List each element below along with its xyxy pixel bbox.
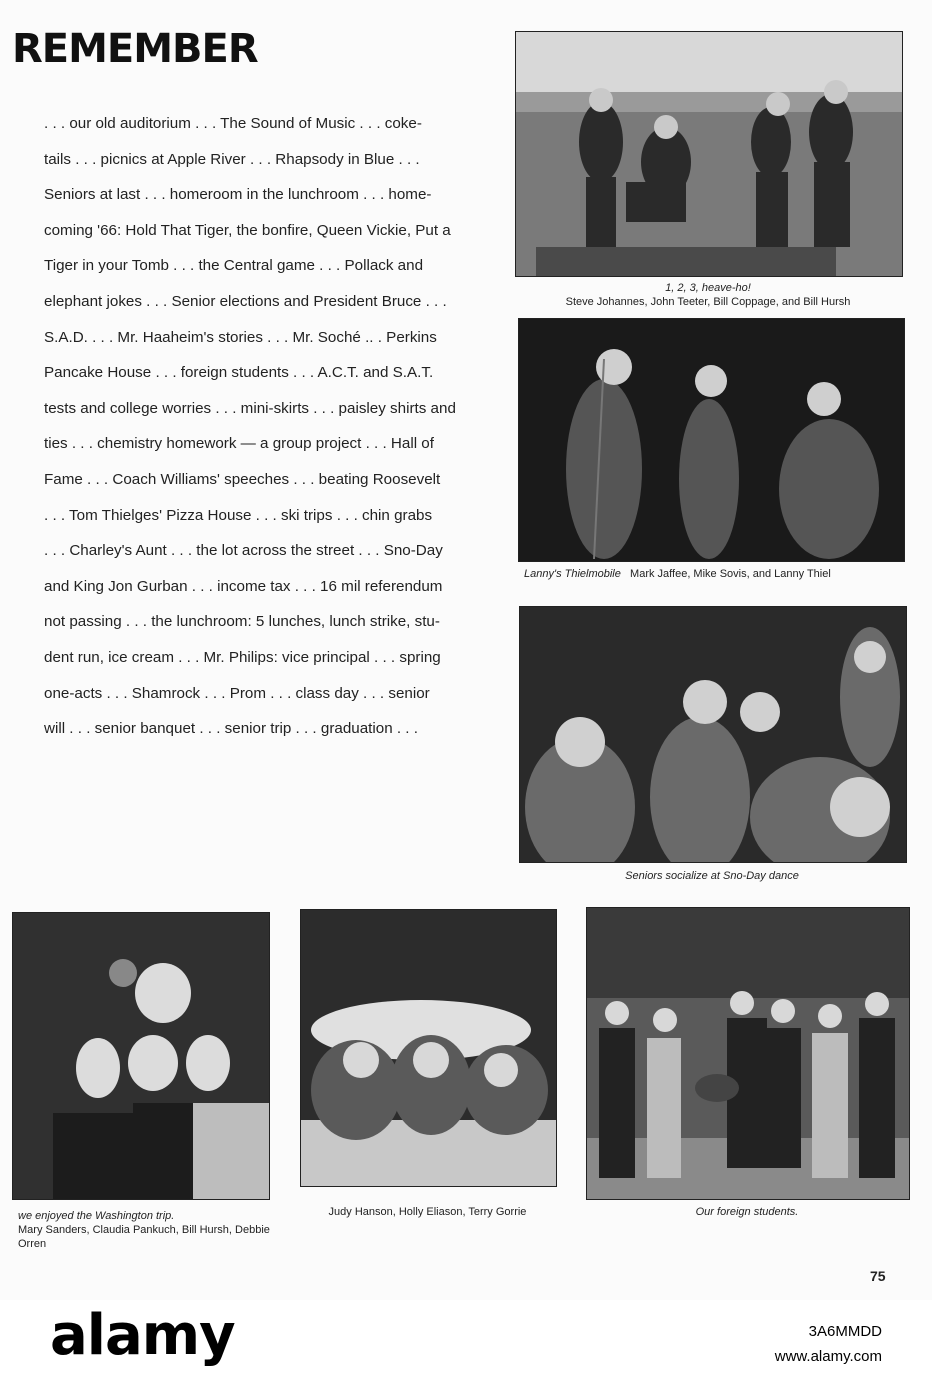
page-title: REMEMBER [12,26,258,72]
caption-text: Mark Jaffee, Mike Sovis, and Lanny Thiel [630,568,831,580]
caption-dock [515,281,901,309]
caption-text: Mary Sanders, Claudia Pankuch, Bill Hursh, Debbie Orren [18,1224,270,1250]
text-line: . . . our old auditorium . . . The Sound of Music . . . coke- [44,115,422,132]
caption-dance [519,869,905,883]
caption-italic: Lanny's Thielmobile [524,568,621,580]
text-line: . . . Tom Thielges' Pizza House . . . ski trips . . . chin grabs [44,506,433,524]
text-line: Seniors at last . . . homeroom in the lunchroom . . . home- [44,186,432,204]
photo-dock [515,31,903,277]
text-line: one-acts . . . Shamrock . . . Prom . . . class day . . . senior [44,684,430,702]
caption-bus [300,1205,555,1219]
page-number: 75 [870,1268,886,1284]
text-line: . . . Charley's Aunt . . . the lot across the street . . . Sno-Day [44,542,443,560]
caption-stage [524,567,904,581]
text-line: not passing . . . the lunchroom: 5 lunches, lunch strike, stu- [44,613,440,631]
caption-italic: Our foreign students. [695,1206,799,1218]
caption-text: Steve Johannes, John Teeter, Bill Coppage, and Bill Hursh [565,296,851,308]
caption-italic: we enjoyed the Washington trip. [18,1210,175,1222]
image-id: 3A6MMDD [808,1323,882,1340]
text-line: Tiger in your Tomb . . . the Central game . . . Pollack and [44,257,424,275]
text-line: elephant jokes . . . Senior elections and President Bruce . . . [44,292,447,310]
caption-text: Judy Hanson, Holly Eliason, Terry Gorrie [328,1206,527,1218]
caption-foreign [586,1205,908,1219]
remember-text [44,106,494,747]
caption-italic: 1, 2, 3, heave-ho! [665,282,751,294]
text-line: and King Jon Gurban . . . income tax . . . 16 mil referendum [44,577,443,595]
text-line: coming '66: Hold That Tiger, the bonfire, Queen Vickie, Put a [44,221,451,239]
photo-dance [519,606,907,863]
text-line: S.A.D. . . . Mr. Haaheim's stories . . . Mr. Soché .. . Perkins [44,328,437,346]
caption-washington [18,1209,280,1251]
text-line: ties . . . chemistry homework — a group project . . . Hall of [44,435,434,453]
text-line: dent run, ice cream . . . Mr. Philips: vice principal . . . spring [44,648,441,666]
watermark-url: www.alamy.com [774,1348,882,1365]
photo-washington [12,912,270,1200]
text-line: tests and college worries . . . mini-skirts . . . paisley shirts and [44,399,456,417]
caption-italic: Seniors socialize at Sno-Day dance [625,870,799,882]
photo-bus [300,909,557,1187]
text-line: will . . . senior banquet . . . senior trip . . . graduation . . . [44,720,418,738]
alamy-logo: alamy [50,1303,235,1368]
text-line: tails . . . picnics at Apple River . . . Rhapsody in Blue . . . [44,150,420,168]
photo-foreign [586,907,910,1200]
text-line: Pancake House . . . foreign students . . . A.C.T. and S.A.T. [44,364,434,382]
photo-stage [518,318,905,562]
text-line: Fame . . . Coach Williams' speeches . . . beating Roosevelt [44,470,441,488]
